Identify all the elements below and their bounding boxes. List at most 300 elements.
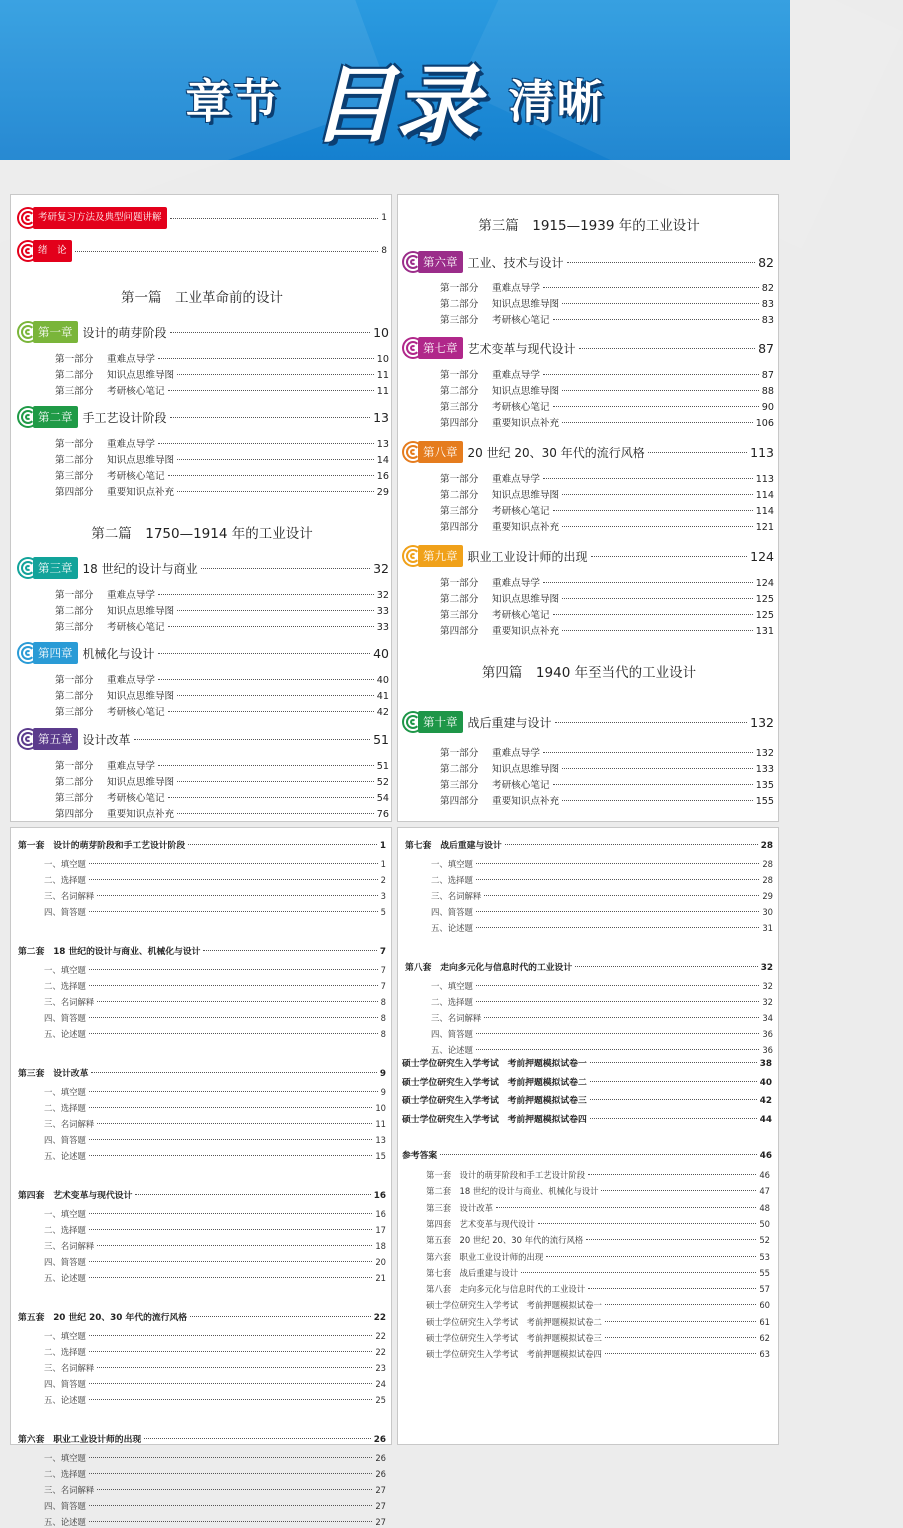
chapter-9-part-2[interactable] (440, 591, 774, 605)
dot-leader (590, 1118, 757, 1119)
part2-title: 第二篇 1750—1914 年的工业设计 (91, 526, 313, 542)
dot-leader (170, 332, 371, 333)
answer-item-3-page: 48 (759, 1202, 770, 1213)
mock-exam-2-label: 硕士学位研究生入学考试 考前押题模拟试卷二 (402, 1077, 587, 1088)
practice-set-2[interactable] (18, 944, 386, 957)
answer-item-5[interactable] (426, 1234, 770, 1246)
dot-leader (538, 1223, 756, 1224)
banner-title-big: 目录 (310, 56, 479, 154)
chapter-5-part-3[interactable] (55, 790, 389, 804)
chapter-8-part-4[interactable] (440, 519, 774, 533)
practice-late-set-1-item-4[interactable] (431, 906, 773, 918)
chapter-6[interactable] (402, 251, 774, 273)
practice-set-4-item-3-page: 18 (375, 1241, 386, 1251)
chapter-3[interactable] (17, 557, 389, 579)
chapter-6-part-3[interactable] (440, 312, 774, 326)
chapter-8-page: 113 (750, 444, 774, 460)
chapter-4-part-3-label (55, 704, 165, 718)
dot-leader (590, 1062, 757, 1063)
practice-late-set-1-item-1-page: 28 (762, 859, 773, 869)
practice-late-set-2-item-5[interactable] (431, 1044, 773, 1056)
chapter-6-tag (402, 251, 463, 273)
practice-set-6-item-3[interactable] (44, 1484, 386, 1496)
chapter-1-part-3[interactable] (55, 383, 389, 397)
chapter-5-tag (17, 728, 78, 750)
part-name: 重难点导学 (492, 748, 540, 759)
practice-set-5-item-2[interactable] (44, 1346, 386, 1358)
answer-item-8[interactable] (426, 1283, 770, 1295)
part-name: 重难点导学 (492, 578, 540, 589)
dot-leader (476, 927, 759, 928)
part-name: 重难点导学 (492, 474, 540, 485)
practice-set-6-item-4[interactable] (44, 1500, 386, 1512)
practice-late-set-2-item-5-page: 36 (762, 1045, 773, 1055)
practice-set-1-item-3-label: 三、名词解释 (44, 891, 95, 901)
dot-leader (579, 348, 756, 349)
part-number: 第一部分 (55, 354, 94, 365)
part-number: 第四部分 (55, 487, 94, 498)
chapter-8-title: 20 世纪 20、30 年代的流行风格 (467, 445, 645, 460)
practice-set-2-item-3[interactable] (44, 996, 386, 1008)
part-number: 第一部分 (55, 439, 94, 450)
practice-set-4-item-5-label: 五、论述题 (44, 1273, 86, 1283)
part-name: 考研核心笔记 (492, 402, 550, 413)
chapter-10[interactable] (402, 711, 774, 733)
dot-leader (89, 1521, 372, 1522)
practice-set-2-item-4[interactable] (44, 1012, 386, 1024)
dot-leader (177, 459, 374, 460)
chapter-6-part-2-label (440, 296, 559, 310)
chapter-2-part-4[interactable] (55, 484, 389, 498)
chapter-10-part-2[interactable] (440, 761, 774, 775)
dot-leader (562, 768, 753, 769)
practice-set-3-item-1[interactable] (44, 1086, 386, 1098)
chapter-5[interactable] (17, 728, 389, 750)
chapter-4-part-1[interactable] (55, 672, 389, 686)
dot-leader (575, 966, 758, 967)
chapter-3-part-1[interactable] (55, 587, 389, 601)
practice-late-set-1-item-3-label: 三、名词解释 (431, 891, 482, 901)
dot-leader (476, 985, 759, 986)
chapter-2[interactable] (17, 406, 389, 428)
chapter-5-part-2[interactable] (55, 774, 389, 788)
intro-row-1[interactable] (17, 207, 387, 229)
practice-set-2-item-4-label: 四、简答题 (44, 1013, 86, 1023)
practice-late-set-2[interactable] (405, 960, 773, 973)
chapter-tag-box: 第七章 (418, 337, 463, 359)
part-name: 重难点导学 (107, 439, 155, 450)
practice-set-5-item-5[interactable] (44, 1394, 386, 1406)
chapter-5-part-4-page: 76 (376, 809, 389, 820)
practice-late-set-2-item-1[interactable] (431, 980, 773, 992)
practice-set-4-item-4-label: 四、简答题 (44, 1257, 86, 1267)
practice-set-6-item-5[interactable] (44, 1516, 386, 1528)
chapter-8-part-1-page: 113 (755, 474, 774, 485)
practice-set-1-item-2-page: 2 (380, 875, 386, 885)
chapter-3-part-1-page: 32 (376, 590, 389, 601)
swirl-icon (17, 207, 33, 229)
practice-set-4-item-1-page: 16 (375, 1209, 386, 1219)
mock-exam-1[interactable] (402, 1056, 772, 1069)
chapter-10-part-3-page: 135 (755, 780, 774, 791)
chapter-7-part-2[interactable] (440, 383, 774, 397)
practice-set-1-item-1[interactable] (44, 858, 386, 870)
practice-set-2-item-2[interactable] (44, 980, 386, 992)
chapter-5-part-4-label (55, 806, 174, 820)
chapter-9-part-3-page: 125 (755, 610, 774, 621)
chapter-1-part-2-page: 11 (376, 370, 389, 381)
answer-item-12-label: 硕士学位研究生入学考试 考前押题模拟试卷四 (426, 1349, 602, 1360)
swirl-icon (17, 406, 33, 428)
chapter-1-title: 设计的萌芽阶段 (82, 325, 167, 340)
practice-set-6-item-5-page: 27 (375, 1517, 386, 1527)
part-number: 第二部分 (55, 691, 94, 702)
chapter-tag-box: 第二章 (33, 406, 78, 428)
chapter-1[interactable] (17, 321, 389, 343)
chapter-1-part-1[interactable] (55, 351, 389, 365)
chapter-2-part-2[interactable] (55, 452, 389, 466)
practice-set-6-item-1[interactable] (44, 1452, 386, 1464)
practice-set-4-item-5[interactable] (44, 1272, 386, 1284)
practice-set-5-item-2-page: 22 (375, 1347, 386, 1357)
chapter-1-part-1-label (55, 351, 155, 365)
dot-leader (89, 985, 378, 986)
practice-set-1-item-4-label: 四、简答题 (44, 907, 86, 917)
chapter-2-part-1[interactable] (55, 436, 389, 450)
answer-item-3[interactable] (426, 1202, 770, 1214)
practice-set-1-item-2[interactable] (44, 874, 386, 886)
dot-leader (476, 1001, 759, 1002)
swirl-icon (17, 728, 33, 750)
answer-item-10[interactable] (426, 1316, 770, 1328)
chapter-3-part-1-label (55, 587, 155, 601)
part-name: 重要知识点补充 (492, 626, 560, 637)
dot-leader (543, 287, 759, 288)
practice-set-5-label: 第五套 20 世纪 20、30 年代的流行风格 (18, 1313, 188, 1323)
practice-set-6[interactable] (18, 1432, 386, 1445)
intro-row-2[interactable] (17, 240, 387, 262)
practice-late-set-1[interactable] (405, 838, 773, 851)
swirl-icon (17, 642, 33, 664)
chapter-7-part-1-label (440, 367, 540, 381)
chapter-4-part-2-label (55, 688, 174, 702)
part-name: 重难点导学 (107, 675, 155, 686)
dot-leader (476, 1033, 759, 1034)
chapter-8-part-3[interactable] (440, 503, 774, 517)
part-name: 考研核心笔记 (107, 622, 165, 633)
chapter-9-part-3[interactable] (440, 607, 774, 621)
chapter-3-part-3[interactable] (55, 619, 389, 633)
answer-item-1[interactable] (426, 1169, 770, 1181)
part-number: 第四部分 (55, 809, 94, 820)
practice-late-set-2-item-3[interactable] (431, 1012, 773, 1024)
chapter-7-part-4-page: 106 (755, 418, 774, 429)
answer-item-4[interactable] (426, 1218, 770, 1230)
part-name: 知识点思维导图 (107, 691, 175, 702)
chapter-1-tag (17, 321, 78, 343)
practice-set-4-item-1[interactable] (44, 1208, 386, 1220)
swirl-icon (402, 711, 418, 733)
practice-set-3-item-2[interactable] (44, 1102, 386, 1114)
practice-late-set-1-item-4-label: 四、简答题 (431, 907, 473, 917)
answer-item-11-label: 硕士学位研究生入学考试 考前押题模拟试卷三 (426, 1333, 602, 1343)
chapter-2-title: 手工艺设计阶段 (82, 410, 167, 425)
practice-set-5-item-3-page: 23 (375, 1363, 386, 1373)
chapter-2-page: 13 (373, 409, 389, 425)
chapter-6-part-2[interactable] (440, 296, 774, 310)
chapter-10-page: 132 (750, 714, 774, 730)
practice-set-1-item-4[interactable] (44, 906, 386, 918)
dot-leader (586, 1239, 756, 1240)
practice-late-set-2-page: 32 (760, 963, 773, 973)
chapter-10-part-4-page: 155 (755, 796, 774, 807)
practice-set-3-item-4[interactable] (44, 1134, 386, 1146)
chapter-5-part-1[interactable] (55, 758, 389, 772)
answer-item-8-label: 第八套 走向多元化与信息时代的工业设计 (426, 1284, 586, 1295)
dot-leader (134, 739, 371, 740)
practice-set-5-item-4[interactable] (44, 1378, 386, 1390)
practice-late-set-1-item-5[interactable] (431, 922, 773, 934)
practice-late-set-2-item-3-label: 三、名词解释 (431, 1013, 482, 1023)
dot-leader (588, 1174, 756, 1175)
chapter-10-part-1[interactable] (440, 745, 774, 759)
dot-leader (89, 1213, 372, 1214)
chapter-8-part-3-label (440, 503, 550, 517)
part3-title: 第三篇 1915—1939 年的工业设计 (478, 218, 700, 234)
dot-leader (170, 218, 379, 219)
practice-set-4-item-4[interactable] (44, 1256, 386, 1268)
part-number: 第三部分 (440, 402, 479, 413)
part-number: 第一部分 (55, 761, 94, 772)
chapter-7-title: 艺术变革与现代设计 (467, 341, 576, 356)
answer-item-6[interactable] (426, 1251, 770, 1263)
answer-item-11[interactable] (426, 1332, 770, 1344)
practice-set-1[interactable] (18, 838, 386, 851)
dot-leader (605, 1304, 756, 1305)
practice-set-2-item-5-page: 8 (380, 1029, 386, 1039)
dot-leader (590, 1099, 757, 1100)
part-name: 重难点导学 (107, 354, 155, 365)
chapter-6-part-3-label (440, 312, 550, 326)
chapter-7-part-2-page: 88 (761, 386, 774, 397)
chapter-6-part-3-page: 83 (761, 315, 774, 326)
practice-set-6-item-2-label: 二、选择题 (44, 1469, 86, 1479)
dot-leader (89, 1383, 372, 1384)
practice-set-5-item-1-label: 一、填空题 (44, 1331, 86, 1341)
answer-item-2[interactable] (426, 1185, 770, 1197)
chapter-1-part-2[interactable] (55, 367, 389, 381)
dot-leader (648, 452, 747, 453)
intro-tag-box: 考研复习方法及典型问题讲解 (33, 207, 167, 229)
chapter-8-part-2[interactable] (440, 487, 774, 501)
part-number: 第一部分 (440, 474, 479, 485)
practice-set-1-item-4-page: 5 (380, 907, 386, 917)
chapter-9-part-1[interactable] (440, 575, 774, 589)
part-name: 知识点思维导图 (492, 299, 560, 310)
dot-leader (89, 1091, 378, 1092)
practice-set-4[interactable] (18, 1188, 386, 1201)
chapter-5-part-1-page: 51 (376, 761, 389, 772)
mock-exam-4-page: 44 (759, 1114, 772, 1125)
chapter-5-part-4[interactable] (55, 806, 389, 820)
dot-leader (158, 679, 374, 680)
practice-late-set-1-item-3[interactable] (431, 890, 773, 902)
practice-set-1-item-3[interactable] (44, 890, 386, 902)
part-name: 知识点思维导图 (107, 606, 175, 617)
part-name: 重要知识点补充 (107, 809, 175, 820)
chapter-7-part-1[interactable] (440, 367, 774, 381)
chapter-tag-box: 第一章 (33, 321, 78, 343)
practice-set-4-item-5-page: 21 (375, 1273, 386, 1283)
chapter-10-part-3[interactable] (440, 777, 774, 791)
answer-item-9[interactable] (426, 1299, 770, 1311)
chapter-9-part-1-label (440, 575, 540, 589)
mock-exam-1-page: 38 (759, 1059, 772, 1069)
chapter-9-part-4[interactable] (440, 623, 774, 637)
chapter-3-part-2-page: 33 (376, 606, 389, 617)
mock-exam-1-label: 硕士学位研究生入学考试 考前押题模拟试卷一 (402, 1059, 587, 1069)
dot-leader (135, 1194, 370, 1195)
dot-leader (89, 1139, 372, 1140)
answer-item-3-label: 第三套 设计改革 (426, 1202, 493, 1213)
practice-set-4-item-2[interactable] (44, 1224, 386, 1236)
dot-leader (496, 1207, 756, 1208)
practice-set-2-item-5[interactable] (44, 1028, 386, 1040)
practice-late-set-2-item-4[interactable] (431, 1028, 773, 1040)
practice-set-6-item-2-page: 26 (375, 1469, 386, 1479)
practice-set-5[interactable] (18, 1310, 386, 1323)
practice-set-4-label: 第四套 艺术变革与现代设计 (18, 1191, 133, 1201)
chapter-3-part-2[interactable] (55, 603, 389, 617)
practice-set-3-page: 9 (379, 1069, 386, 1079)
practice-set-5-item-2-label: 二、选择题 (44, 1347, 86, 1357)
part-number: 第三部分 (55, 386, 94, 397)
part-name: 考研核心笔记 (107, 707, 165, 718)
dot-leader (177, 491, 374, 492)
part-name: 知识点思维导图 (107, 370, 175, 381)
answers-title[interactable] (402, 1148, 772, 1161)
chapter-9-title: 职业工业设计师的出现 (467, 549, 588, 564)
practice-set-5-item-3[interactable] (44, 1362, 386, 1374)
dot-leader (168, 475, 374, 476)
part-name: 知识点思维导图 (492, 490, 560, 501)
part-number: 第一部分 (55, 590, 94, 601)
chapter-8-part-1[interactable] (440, 471, 774, 485)
part-name: 知识点思维导图 (107, 777, 175, 788)
answer-item-12[interactable] (426, 1348, 770, 1360)
dot-leader (476, 879, 759, 880)
dot-leader (562, 494, 753, 495)
practice-set-2-item-3-page: 8 (380, 997, 386, 1007)
chapter-7-part-2-label (440, 383, 559, 397)
mock-exam-3[interactable] (402, 1093, 772, 1106)
mock-exam-4[interactable] (402, 1112, 772, 1125)
part-number: 第二部分 (440, 299, 479, 310)
practice-late-set-1-item-2[interactable] (431, 874, 773, 886)
chapter-6-part-1-page: 82 (761, 283, 774, 294)
part-name: 知识点思维导图 (107, 455, 175, 466)
chapter-7[interactable] (402, 337, 774, 359)
dot-leader (168, 797, 374, 798)
part-number: 第三部分 (440, 610, 479, 621)
chapter-7-part-3[interactable] (440, 399, 774, 413)
practice-set-3-item-4-label: 四、简答题 (44, 1135, 86, 1145)
chapter-1-part-1-page: 10 (376, 354, 389, 365)
swirl-icon (402, 251, 418, 273)
chapter-7-part-4[interactable] (440, 415, 774, 429)
part1-title: 第一篇 工业革命前的设计 (121, 290, 283, 306)
chapter-9-part-2-page: 125 (755, 594, 774, 605)
chapter-10-part-4[interactable] (440, 793, 774, 807)
dot-leader (177, 695, 374, 696)
part-number: 第一部分 (440, 748, 479, 759)
practice-late-set-1-item-1[interactable] (431, 858, 773, 870)
answer-item-12-page: 63 (759, 1349, 770, 1360)
practice-set-3-item-5[interactable] (44, 1150, 386, 1162)
chapter-3-title: 18 世纪的设计与商业 (82, 561, 198, 576)
chapter-4-part-2[interactable] (55, 688, 389, 702)
chapter-5-part-1-label (55, 758, 155, 772)
dot-leader (89, 1473, 372, 1474)
chapter-2-part-1-label (55, 436, 155, 450)
part-number: 第二部分 (55, 606, 94, 617)
chapter-4[interactable] (17, 642, 389, 664)
practice-set-4-item-3[interactable] (44, 1240, 386, 1252)
practice-set-6-item-2[interactable] (44, 1468, 386, 1480)
chapter-4-part-3[interactable] (55, 704, 389, 718)
chapter-9[interactable] (402, 545, 774, 567)
part-number: 第二部分 (440, 490, 479, 501)
part-number: 第二部分 (440, 386, 479, 397)
dot-leader (168, 390, 374, 391)
dot-leader (588, 1288, 756, 1289)
answer-item-7-label: 第七套 战后重建与设计 (426, 1267, 519, 1278)
chapter-7-part-3-label (440, 399, 550, 413)
practice-late-set-2-item-2[interactable] (431, 996, 773, 1008)
chapter-4-page: 40 (373, 645, 389, 661)
chapter-6-part-1[interactable] (440, 280, 774, 294)
practice-set-3-item-3[interactable] (44, 1118, 386, 1130)
part-number: 第二部分 (55, 455, 94, 466)
mock-exam-2[interactable] (402, 1075, 772, 1088)
dot-leader (543, 752, 753, 753)
practice-set-5-item-1[interactable] (44, 1330, 386, 1342)
dot-leader (562, 422, 753, 423)
chapter-4-part-2-page: 41 (376, 691, 389, 702)
dot-leader (170, 417, 371, 418)
answer-item-7[interactable] (426, 1267, 770, 1279)
chapter-8[interactable] (402, 441, 774, 463)
chapter-2-part-3[interactable] (55, 468, 389, 482)
banner-title-right: 清晰 (508, 74, 605, 129)
practice-set-2-item-1[interactable] (44, 964, 386, 976)
dot-leader (89, 1277, 372, 1278)
practice-set-5-item-4-page: 24 (375, 1379, 386, 1389)
chapter-3-part-3-label (55, 619, 165, 633)
dot-leader (89, 1335, 372, 1336)
practice-late-set-1-page: 28 (760, 841, 773, 851)
chapter-tag-box: 第四章 (33, 642, 78, 664)
chapter-8-part-2-page: 114 (755, 490, 774, 501)
practice-set-4-item-1-label: 一、填空题 (44, 1209, 86, 1219)
answer-item-2-page: 47 (759, 1186, 770, 1197)
part-number: 第三部分 (55, 793, 94, 804)
practice-late-set-1-item-5-label: 五、论述题 (431, 923, 473, 933)
toc-panel-bottom-left (10, 827, 392, 1527)
dot-leader (75, 251, 379, 252)
practice-set-3[interactable] (18, 1066, 386, 1079)
part-name: 重难点导学 (107, 590, 155, 601)
